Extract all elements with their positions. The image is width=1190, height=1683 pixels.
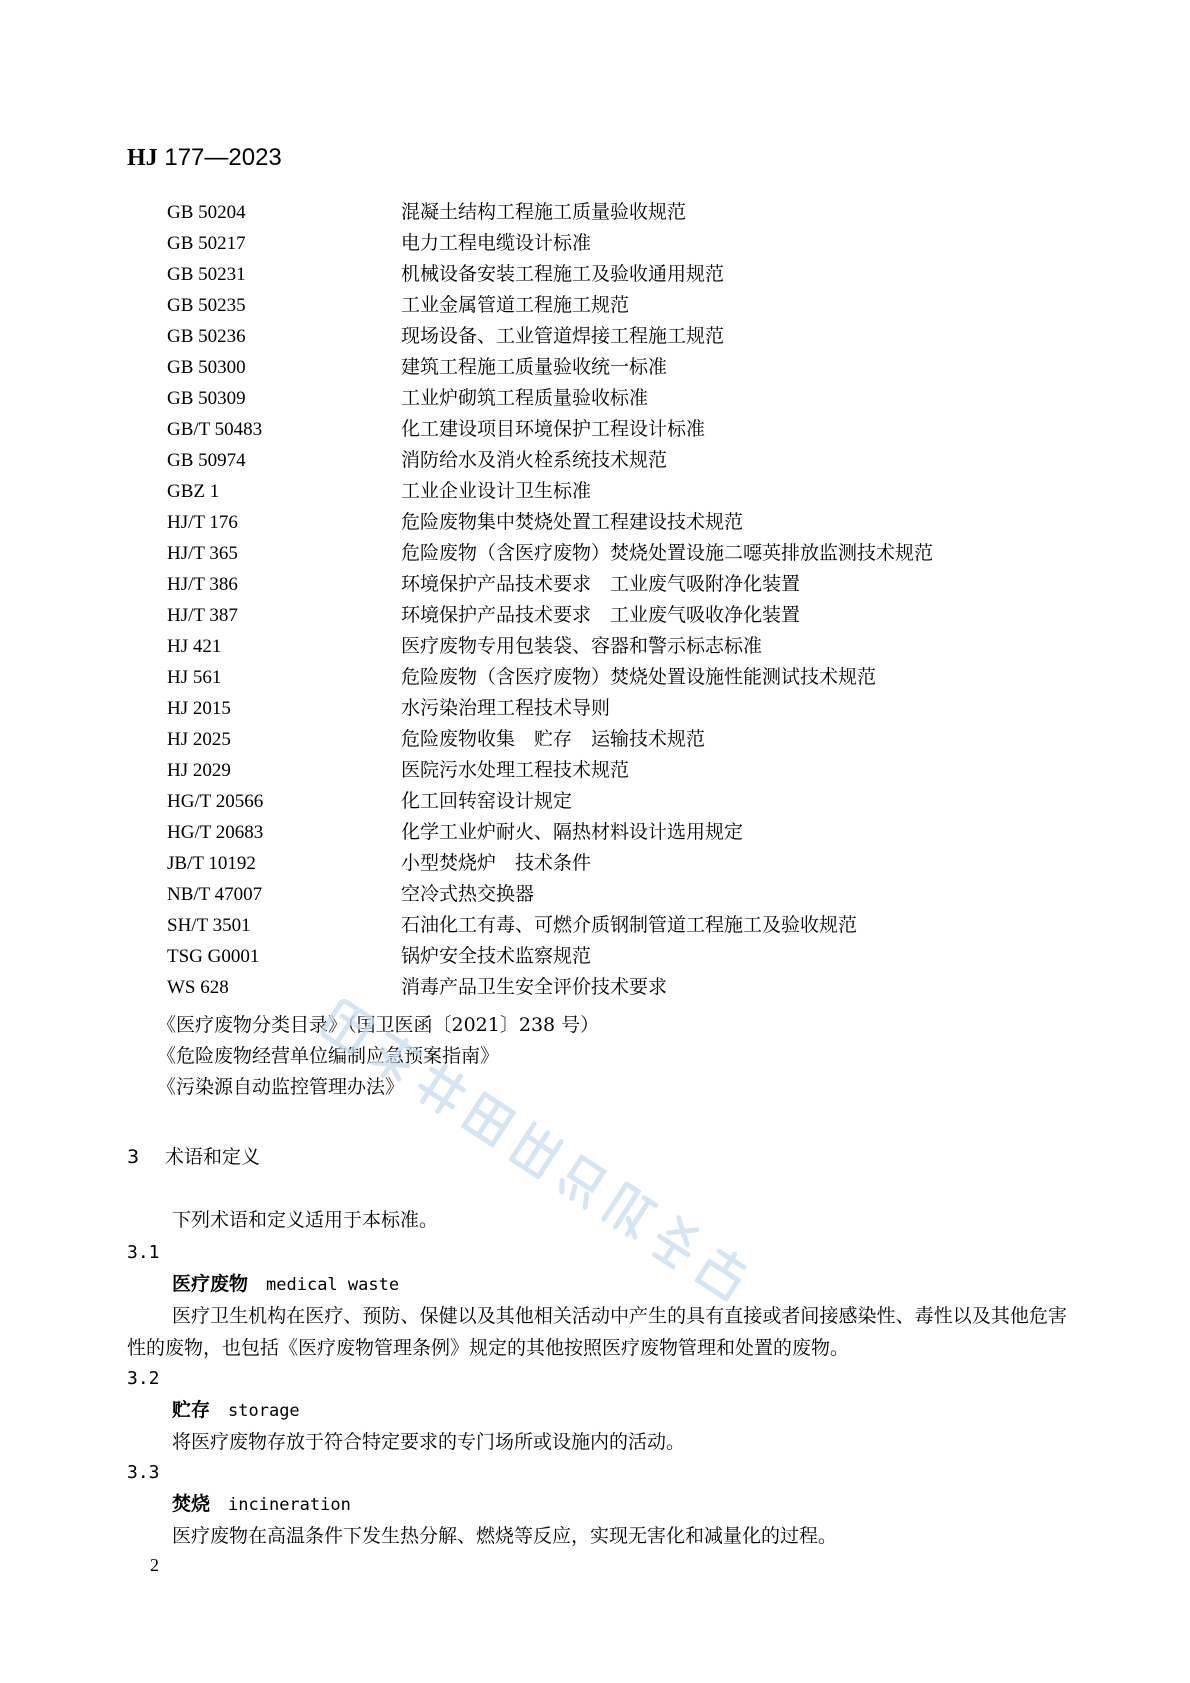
reference-title: 机械设备安装工程施工及验收通用规范: [401, 263, 725, 285]
term-chinese: 医疗废物: [172, 1273, 249, 1295]
reference-title: 医疗废物专用包装袋、容器和警示标志标准: [401, 635, 763, 657]
reference-title: 危险废物收集 贮存 运输技术规范: [401, 728, 706, 750]
reference-row: [167, 724, 1067, 755]
reference-row: [167, 786, 1067, 817]
reference-row: [167, 972, 1067, 1003]
reference-title: 消防给水及消火栓系统技术规范: [401, 449, 668, 471]
reference-title: 医院污水处理工程技术规范: [401, 759, 630, 781]
reference-code: GB 50217: [167, 233, 246, 254]
reference-title: 化工建设项目环境保护工程设计标准: [401, 418, 706, 440]
reference-title: 危险废物（含医疗废物）焚烧处置设施二噁英排放监测技术规范: [401, 542, 934, 564]
reference-title: 锅炉安全技术监察规范: [401, 945, 592, 967]
reference-code: GB 50231: [167, 264, 246, 285]
reference-title: 工业金属管道工程施工规范: [401, 294, 630, 316]
reference-code: TSG G0001: [167, 946, 260, 967]
reference-code: GB 50235: [167, 295, 246, 316]
reference-title: 工业企业设计卫生标准: [401, 480, 592, 502]
term-number: 3.3: [127, 1462, 160, 1483]
reference-title: 建筑工程施工质量验收统一标准: [401, 356, 668, 378]
term-definition: 医疗废物在高温条件下发生热分解、燃烧等反应，实现无害化和减量化的过程。: [172, 1525, 838, 1547]
reference-code: GB 50309: [167, 388, 246, 409]
referenced-document: 《医疗废物分类目录》（国卫医函〔2021〕238 号）: [157, 1014, 600, 1036]
reference-code: GB 50974: [167, 450, 246, 471]
reference-code: SH/T 3501: [167, 915, 251, 936]
term-chinese: 贮存: [172, 1399, 211, 1421]
reference-title: 危险废物集中焚烧处置工程建设技术规范: [401, 511, 744, 533]
term-english: incineration: [228, 1495, 351, 1515]
page-number: 2: [150, 1555, 159, 1575]
reference-row: [167, 197, 1067, 228]
term-name: [127, 1488, 1067, 1520]
reference-title: 空冷式热交换器: [401, 883, 535, 905]
reference-code: HG/T 20566: [167, 791, 264, 812]
term-number: 3.1: [127, 1242, 160, 1263]
section-number: 3: [127, 1146, 140, 1168]
reference-code: HJ/T 386: [167, 574, 238, 595]
term-definition: 医疗卫生机构在医疗、预防、保健以及其他相关活动中产生的具有直接或者间接感染性、毒性以及其他危害性的废物，也包括《医疗废物管理条例》规定的其他按照医疗废物管理和处置的废物。: [127, 1305, 1067, 1359]
reference-row: [167, 290, 1067, 321]
reference-code: WS 628: [167, 977, 229, 998]
reference-title: 环境保护产品技术要求 工业废气吸附净化装置: [401, 573, 801, 595]
reference-code: GB 50300: [167, 357, 246, 378]
reference-code: GBZ 1: [167, 481, 220, 502]
term-entry: [127, 1458, 1067, 1552]
reference-row: [167, 569, 1067, 600]
reference-code: NB/T 47007: [167, 884, 263, 905]
reference-code: GB/T 50483: [167, 419, 263, 440]
reference-code: HJ/T 365: [167, 543, 238, 564]
section-title: 术语和定义: [165, 1146, 261, 1168]
standard-header: [127, 143, 282, 173]
standard-code: HJ: [127, 145, 158, 171]
reference-title: 混凝土结构工程施工质量验收规范: [401, 201, 687, 223]
reference-title: 水污染治理工程技术导则: [401, 697, 611, 719]
reference-row: [167, 910, 1067, 941]
term-english: medical waste: [266, 1275, 400, 1295]
reference-row: [167, 755, 1067, 786]
term-chinese: 焚烧: [172, 1493, 211, 1515]
section-heading: [127, 1142, 260, 1172]
reference-title: 石油化工有毒、可燃介质钢制管道工程施工及验收规范: [401, 914, 858, 936]
reference-title: 现场设备、工业管道焊接工程施工规范: [401, 325, 725, 347]
reference-code: HJ/T 387: [167, 605, 238, 626]
reference-title: 消毒产品卫生安全评价技术要求: [401, 976, 668, 998]
reference-row: [167, 817, 1067, 848]
reference-row: [167, 693, 1067, 724]
section-intro: 下列术语和定义适用于本标准。: [172, 1209, 439, 1231]
reference-row: [167, 259, 1067, 290]
reference-row: [167, 941, 1067, 972]
term-name: [127, 1394, 1067, 1426]
reference-code: HG/T 20683: [167, 822, 264, 843]
term-name: [127, 1268, 1067, 1300]
reference-row: [167, 445, 1067, 476]
reference-code: HJ 2015: [167, 698, 231, 719]
reference-title: 工业炉砌筑工程质量验收标准: [401, 387, 649, 409]
reference-row: [167, 228, 1067, 259]
reference-code: JB/T 10192: [167, 853, 256, 874]
reference-title: 小型焚烧炉 技术条件: [401, 852, 592, 874]
reference-row: [167, 352, 1067, 383]
reference-code: HJ/T 176: [167, 512, 238, 533]
term-entry: [127, 1238, 1067, 1364]
reference-code: GB 50204: [167, 202, 246, 223]
term-number: 3.2: [127, 1368, 160, 1389]
reference-code: GB 50236: [167, 326, 246, 347]
reference-row: [167, 414, 1067, 445]
reference-row: [167, 321, 1067, 352]
reference-row: [167, 600, 1067, 631]
reference-code: HJ 2029: [167, 760, 231, 781]
reference-row: [167, 662, 1067, 693]
reference-code: HJ 421: [167, 636, 222, 657]
reference-title: 危险废物（含医疗废物）焚烧处置设施性能测试技术规范: [401, 666, 877, 688]
reference-row: [167, 879, 1067, 910]
normative-references-list: [167, 197, 1067, 1003]
referenced-document: 《污染源自动监控管理办法》: [157, 1076, 405, 1098]
term-entry: [127, 1364, 1067, 1458]
reference-title: 环境保护产品技术要求 工业废气吸收净化装置: [401, 604, 801, 626]
referenced-document: 《危险废物经营单位编制应急预案指南》: [157, 1045, 500, 1067]
term-definition: 将医疗废物存放于符合特定要求的专门场所或设施内的活动。: [172, 1431, 686, 1453]
reference-row: [167, 383, 1067, 414]
referenced-documents-list: [157, 1010, 599, 1103]
reference-code: HJ 561: [167, 667, 222, 688]
term-english: storage: [228, 1401, 300, 1421]
reference-title: 化工回转窑设计规定: [401, 790, 573, 812]
reference-row: [167, 538, 1067, 569]
reference-row: [167, 476, 1067, 507]
reference-title: 化学工业炉耐火、隔热材料设计选用规定: [401, 821, 744, 843]
reference-row: [167, 631, 1067, 662]
reference-code: HJ 2025: [167, 729, 231, 750]
reference-row: [167, 507, 1067, 538]
reference-title: 电力工程电缆设计标准: [401, 232, 592, 254]
standard-number: 177—2023: [164, 144, 282, 171]
reference-row: [167, 848, 1067, 879]
